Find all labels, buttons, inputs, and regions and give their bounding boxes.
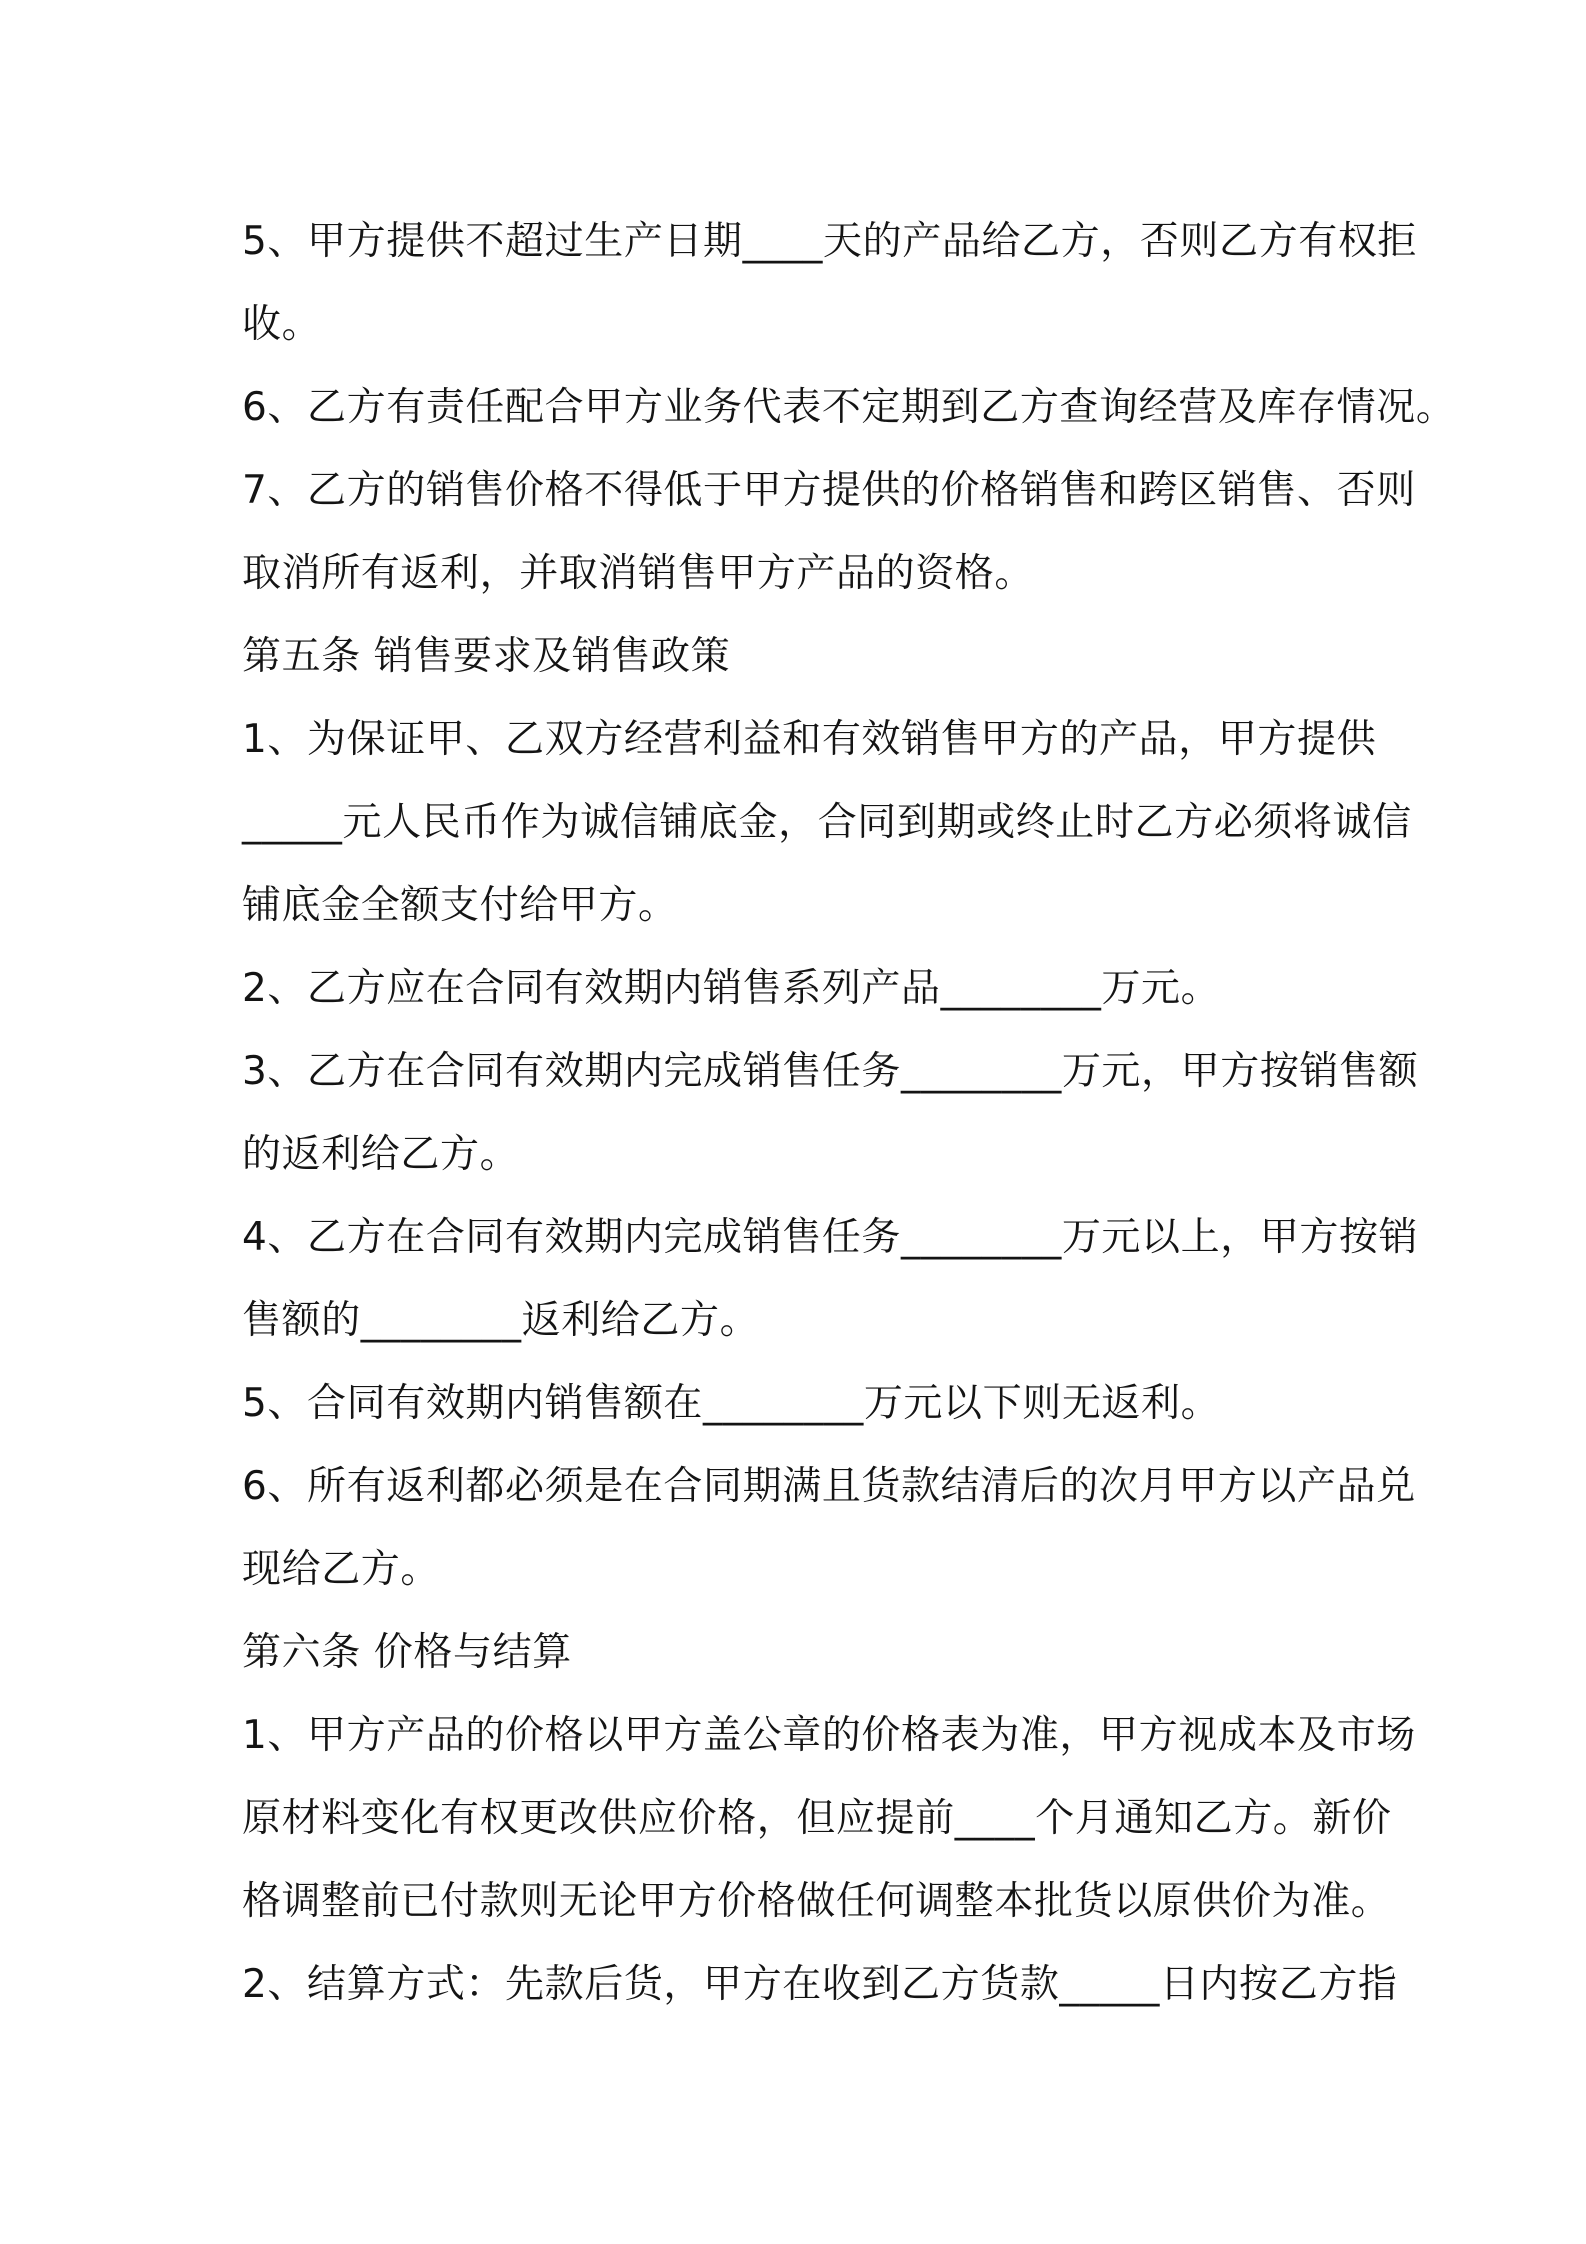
article-5-heading — [242, 615, 1362, 698]
text-line: 4、乙方在合同有效期内完成销售任务________万元以上，甲方按销 — [242, 1215, 1419, 1260]
text-line: 原材料变化有权更改供应价格，但应提前____个月通知乙方。新价 — [242, 1796, 1392, 1841]
article-5-clause-3 — [242, 1030, 1419, 1196]
text-line: 1、甲方产品的价格以甲方盖公章的价格表为准，甲方视成本及市场 — [242, 1713, 1416, 1758]
text-line: 现给乙方。 — [242, 1547, 441, 1592]
document-body — [242, 200, 1456, 2026]
clause-5-production-date — [242, 200, 1418, 366]
text-line: 5、合同有效期内销售额在________万元以下则无返利。 — [242, 1381, 1221, 1426]
article-6-clause-1 — [242, 1694, 1416, 1943]
text-line: 3、乙方在合同有效期内完成销售任务________万元，甲方按销售额 — [242, 1049, 1419, 1094]
text-line: 售额的________返利给乙方。 — [242, 1298, 760, 1343]
text-line: 1、为保证甲、乙双方经营利益和有效销售甲方的产品，甲方提供 — [242, 717, 1377, 762]
article-6-clause-2 — [242, 1943, 1398, 2026]
text-line: 6、乙方有责任配合甲方业务代表不定期到乙方查询经营及库存情况。 — [242, 385, 1456, 430]
article-6-heading — [242, 1611, 1362, 1694]
text-line: 铺底金全额支付给甲方。 — [242, 883, 678, 928]
text-line: 5、甲方提供不超过生产日期____天的产品给乙方，否则乙方有权拒 — [242, 219, 1418, 264]
text-line: _____元人民币作为诚信铺底金，合同到期或终止时乙方必须将诚信 — [242, 800, 1412, 845]
text-line: 6、所有返利都必须是在合同期满且货款结清后的次月甲方以产品兑 — [242, 1464, 1416, 1509]
text-line: 取消所有返利，并取消销售甲方产品的资格。 — [242, 551, 1035, 596]
article-5-clause-2 — [242, 947, 1362, 1030]
section-heading: 第五条 销售要求及销售政策 — [242, 634, 731, 679]
text-line: 2、乙方应在合同有效期内销售系列产品________万元。 — [242, 966, 1221, 1011]
section-heading: 第六条 价格与结算 — [242, 1630, 572, 1675]
article-5-clause-4 — [242, 1196, 1419, 1362]
article-5-clause-5 — [242, 1362, 1362, 1445]
clause-6-cooperation — [242, 366, 1456, 449]
article-5-clause-6 — [242, 1445, 1416, 1611]
article-5-clause-1 — [242, 698, 1412, 947]
text-line: 7、乙方的销售价格不得低于甲方提供的价格销售和跨区销售、否则 — [242, 468, 1416, 513]
text-line: 2、结算方式：先款后货，甲方在收到乙方货款_____日内按乙方指 — [242, 1962, 1398, 2007]
clause-7-sales-price — [242, 449, 1416, 615]
text-line: 收。 — [242, 302, 322, 347]
text-line: 的返利给乙方。 — [242, 1132, 520, 1177]
text-line: 格调整前已付款则无论甲方价格做任何调整本批货以原供价为准。 — [242, 1879, 1391, 1924]
